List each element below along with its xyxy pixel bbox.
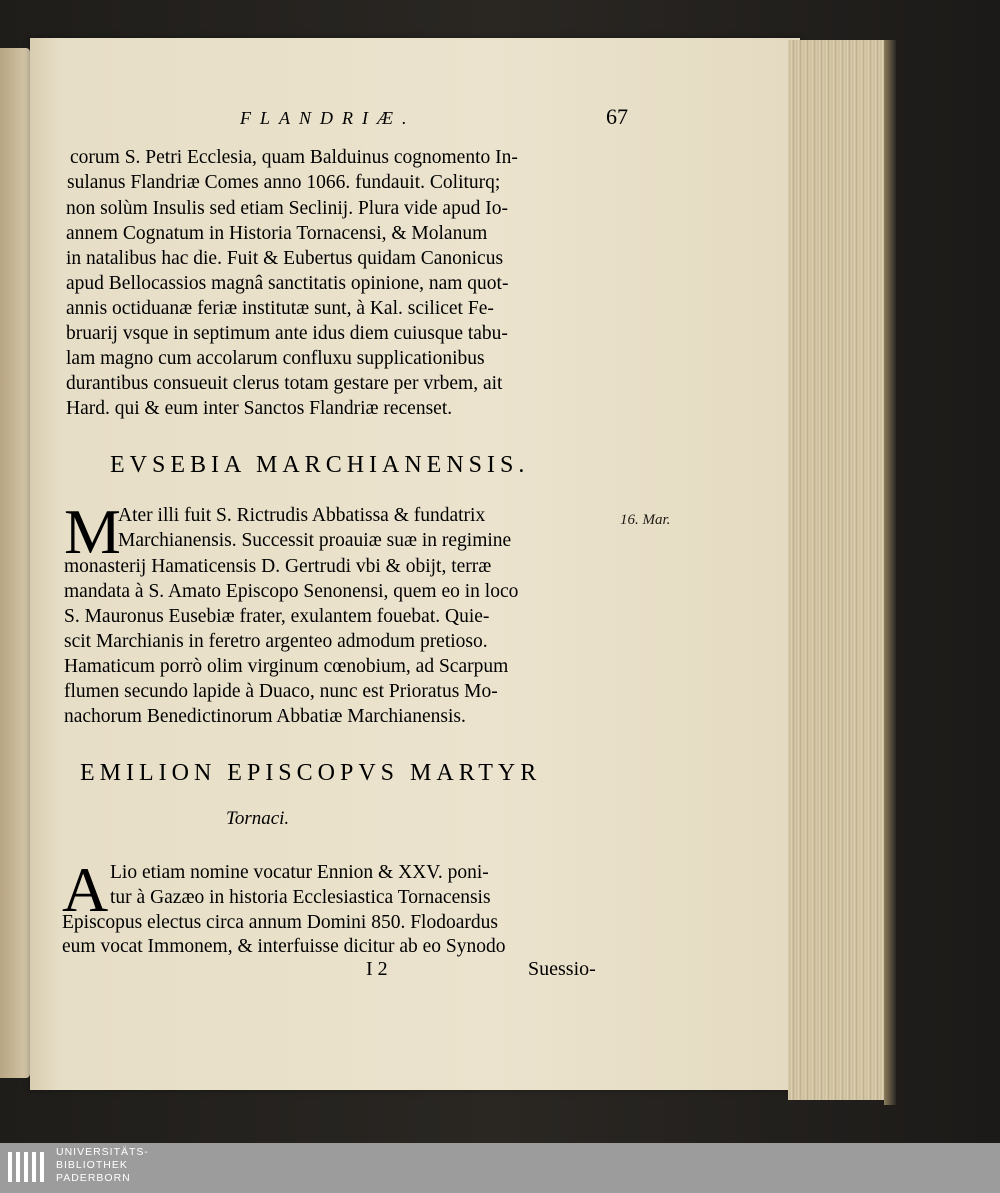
text-line: S. Mauronus Eusebiæ frater, exulantem fouebat. Quie- xyxy=(64,606,490,627)
page-number: 67 xyxy=(606,104,628,129)
text-line: Lio etiam nomine vocatur Ennion & XXV. poni- xyxy=(110,862,489,883)
text-line: non solùm Insulis sed etiam Seclinij. Plura vide apud Io- xyxy=(66,198,508,219)
section-heading: EVSEBIA MARCHIANENSIS. xyxy=(110,452,530,478)
text-line: durantibus consueuit clerus totam gestare per vrbem, ait xyxy=(66,373,503,394)
text-line: eum vocat Immonem, & interfuisse dicitur ab eo Synodo xyxy=(62,936,506,957)
section-subheading: Tornaci. xyxy=(226,808,290,829)
section-heading: EMILION EPISCOPVS MARTYR xyxy=(80,760,542,786)
text-line: Marchianensis. Successit proauiæ suæ in regimine xyxy=(118,530,512,551)
catchword: Suessio- xyxy=(528,958,596,980)
margin-note: 16. Mar. xyxy=(620,512,671,528)
text-line: in natalibus hac die. Fuit & Eubertus quidam Canonicus xyxy=(66,248,504,269)
text-line: mandata à S. Amato Episcopo Senonensi, quem eo in loco xyxy=(64,581,519,602)
text-line: flumen secundo lapide à Duaco, nunc est Prioratus Mo- xyxy=(64,681,498,702)
text-line: Ater illi fuit S. Rictrudis Abbatissa & fundatrix xyxy=(118,505,486,526)
signature-mark: I 2 xyxy=(366,958,388,980)
text-line: corum S. Petri Ecclesia, quam Balduinus cognomento In- xyxy=(70,147,518,168)
text-line: annis octiduanæ feriæ institutæ sunt, à Kal. scilicet Fe- xyxy=(66,298,494,319)
text-line: monasterij Hamaticensis D. Gertrudi vbi & obijt, terræ xyxy=(64,556,492,577)
text-line: tur à Gazæo in historia Ecclesiastica Tornacensis xyxy=(110,887,491,908)
text-line: Episcopus electus circa annum Domini 850. Flodoardus xyxy=(62,912,498,933)
text-line: bruarij vsque in septimum ante idus diem cuiusque tabu- xyxy=(66,323,508,344)
text-line: apud Bellocassios magnâ sanctitatis opinione, nam quot- xyxy=(66,273,509,294)
running-head xyxy=(64,104,634,136)
text-line: nachorum Benedictinorum Abbatiæ Marchianensis. xyxy=(64,706,466,727)
text-line: annem Cognatum in Historia Tornacensi, & Molanum xyxy=(66,223,488,244)
page-edge-shadow xyxy=(884,40,896,1105)
running-head-title: FLANDRIÆ. xyxy=(240,108,416,128)
text-line: scit Marchianis in feretro argenteo admodum pretioso. xyxy=(64,631,488,652)
page-stack-edges xyxy=(788,40,887,1100)
facing-page-edge xyxy=(0,48,30,1078)
drop-capital: A xyxy=(62,854,109,925)
library-name-line: PADERBORN xyxy=(56,1172,131,1184)
library-logo-icon xyxy=(6,1148,46,1188)
drop-capital: M xyxy=(64,496,121,567)
text-line: lam magno cum accolarum confluxu supplicationibus xyxy=(66,348,485,369)
library-name-line: UNIVERSITÄTS- xyxy=(56,1146,149,1158)
library-footer-bar xyxy=(0,1143,1000,1193)
text-line: Hamaticum porrò olim virginum cœnobium, ad Scarpum xyxy=(64,656,509,677)
library-name-line: BIBLIOTHEK xyxy=(56,1159,128,1171)
text-line: Hard. qui & eum inter Sanctos Flandriæ recenset. xyxy=(66,398,453,419)
library-name xyxy=(56,1146,149,1185)
text-line: sulanus Flandriæ Comes anno 1066. fundauit. Coliturq; xyxy=(67,172,501,193)
